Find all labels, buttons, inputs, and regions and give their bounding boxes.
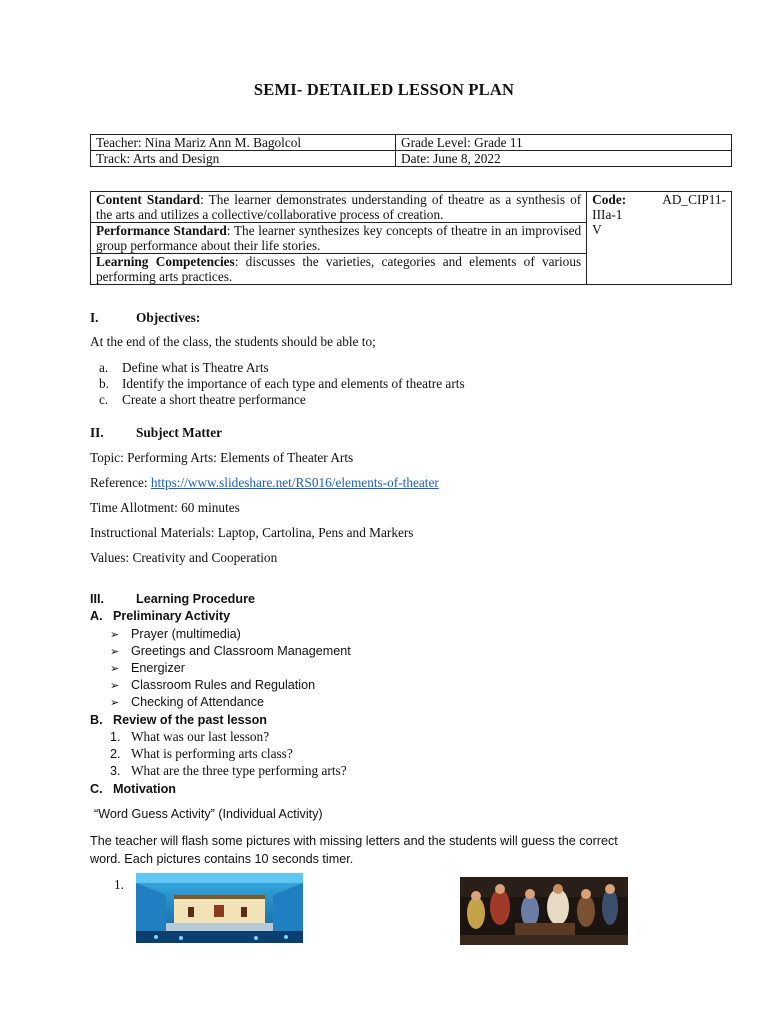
objective-item-marker: a. bbox=[99, 360, 109, 375]
code-label: Code: bbox=[592, 192, 627, 207]
learning-competencies-text: : discusses the varieties, categories and elements of various performing arts practices. bbox=[96, 254, 582, 284]
review-item-marker: 3. bbox=[110, 764, 121, 778]
topic-line: Topic: Performing Arts: Elements of Theater Arts bbox=[90, 450, 354, 465]
preliminary-item-text: Checking of Attendance bbox=[131, 695, 265, 709]
reference-label: Reference: bbox=[90, 475, 151, 490]
date-cell: Date: June 8, 2022 bbox=[396, 151, 732, 167]
preliminary-item-text: Classroom Rules and Regulation bbox=[131, 678, 316, 692]
values-line: Values: Creativity and Cooperation bbox=[90, 550, 278, 565]
preliminary-item bbox=[110, 695, 124, 709]
materials-line: Instructional Materials: Laptop, Cartolina, Pens and Markers bbox=[90, 525, 414, 540]
subject-numeral: II. bbox=[90, 425, 104, 440]
performance-standard-cell bbox=[91, 223, 587, 254]
track-cell: Track: Arts and Design bbox=[91, 151, 396, 167]
arrow-bullet-icon: ➢ bbox=[110, 680, 120, 692]
section-b-marker: B. bbox=[90, 713, 103, 727]
reference-line bbox=[90, 475, 439, 491]
instructions-line-1: The teacher will flash some pictures with missing letters and the students will guess the correct bbox=[90, 834, 618, 848]
review-item: What is performing arts class? bbox=[131, 746, 293, 761]
objective-item-marker: b. bbox=[99, 376, 109, 391]
learning-competencies-label: Learning Competencies bbox=[96, 254, 235, 269]
arrow-bullet-icon: ➢ bbox=[110, 629, 120, 641]
performance-standard-text: : The learner synthesizes key concepts of theatre in an improvised group performance about their life stories. bbox=[96, 223, 582, 253]
grade-level-cell: Grade Level: Grade 11 bbox=[396, 135, 732, 151]
preliminary-item-text: Energizer bbox=[131, 661, 185, 675]
review-item-marker: 1. bbox=[110, 730, 121, 744]
objectives-intro: At the end of the class, the students should be able to; bbox=[90, 334, 376, 349]
section-b-heading: Review of the past lesson bbox=[113, 713, 267, 727]
objectives-heading: Objectives: bbox=[136, 310, 201, 325]
objective-item: Create a short theatre performance bbox=[122, 392, 306, 407]
procedure-numeral: III. bbox=[90, 592, 104, 606]
performance-standard-label: Performance Standard bbox=[96, 223, 227, 238]
preliminary-item-text: Greetings and Classroom Management bbox=[131, 644, 351, 658]
preliminary-item bbox=[110, 627, 124, 641]
section-c-heading: Motivation bbox=[113, 782, 176, 796]
content-standard-cell bbox=[91, 192, 587, 223]
time-allotment-line: Time Allotment: 60 minutes bbox=[90, 500, 240, 515]
content-standard-text: : The learner demonstrates understanding of theatre as a synthesis of the arts and utilizes a collective/collaborative process of creation. bbox=[96, 192, 582, 222]
objectives-numeral: I. bbox=[90, 310, 99, 325]
section-c-marker: C. bbox=[90, 782, 103, 796]
subject-heading: Subject Matter bbox=[136, 425, 223, 440]
document-title: SEMI- DETAILED LESSON PLAN bbox=[253, 80, 515, 99]
review-item: What are the three type performing arts? bbox=[131, 763, 347, 778]
objective-item: Identify the importance of each type and elements of theatre arts bbox=[122, 376, 465, 391]
teacher-cell: Teacher: Nina Mariz Ann M. Bagolcol bbox=[91, 135, 396, 151]
learning-competencies-cell bbox=[91, 254, 587, 285]
preliminary-item bbox=[110, 661, 124, 675]
actors-performance-image bbox=[460, 877, 628, 945]
preliminary-item bbox=[110, 678, 124, 692]
review-item: What was our last lesson? bbox=[131, 729, 270, 744]
objective-item-marker: c. bbox=[99, 392, 109, 407]
code-cell bbox=[587, 192, 732, 285]
picture-number: 1. bbox=[114, 877, 124, 892]
arrow-bullet-icon: ➢ bbox=[110, 646, 120, 658]
arrow-bullet-icon: ➢ bbox=[110, 663, 120, 675]
section-a-marker: A. bbox=[90, 609, 103, 623]
procedure-heading: Learning Procedure bbox=[136, 592, 255, 606]
instructions-line-2: word. Each pictures contains 10 seconds timer. bbox=[90, 852, 354, 866]
theater-stage-image bbox=[136, 873, 303, 943]
code-value-2: IIIa-1 bbox=[592, 207, 623, 222]
code-value-1: AD_CIP11- bbox=[662, 192, 726, 207]
reference-link[interactable]: https://www.slideshare.net/RS016/elements-of-theater bbox=[150, 475, 439, 490]
arrow-bullet-icon: ➢ bbox=[110, 697, 120, 709]
objective-item: Define what is Theatre Arts bbox=[122, 360, 269, 375]
teacher-info-table bbox=[90, 134, 732, 167]
activity-title: “Word Guess Activity” (Individual Activity) bbox=[94, 807, 323, 821]
preliminary-item bbox=[110, 644, 124, 658]
code-value-3: V bbox=[592, 222, 602, 237]
review-item-marker: 2. bbox=[110, 747, 121, 761]
section-a-heading: Preliminary Activity bbox=[113, 609, 231, 623]
content-standard-label: Content Standard bbox=[96, 192, 201, 207]
preliminary-item-text: Prayer (multimedia) bbox=[131, 627, 241, 641]
standards-table bbox=[90, 191, 732, 285]
